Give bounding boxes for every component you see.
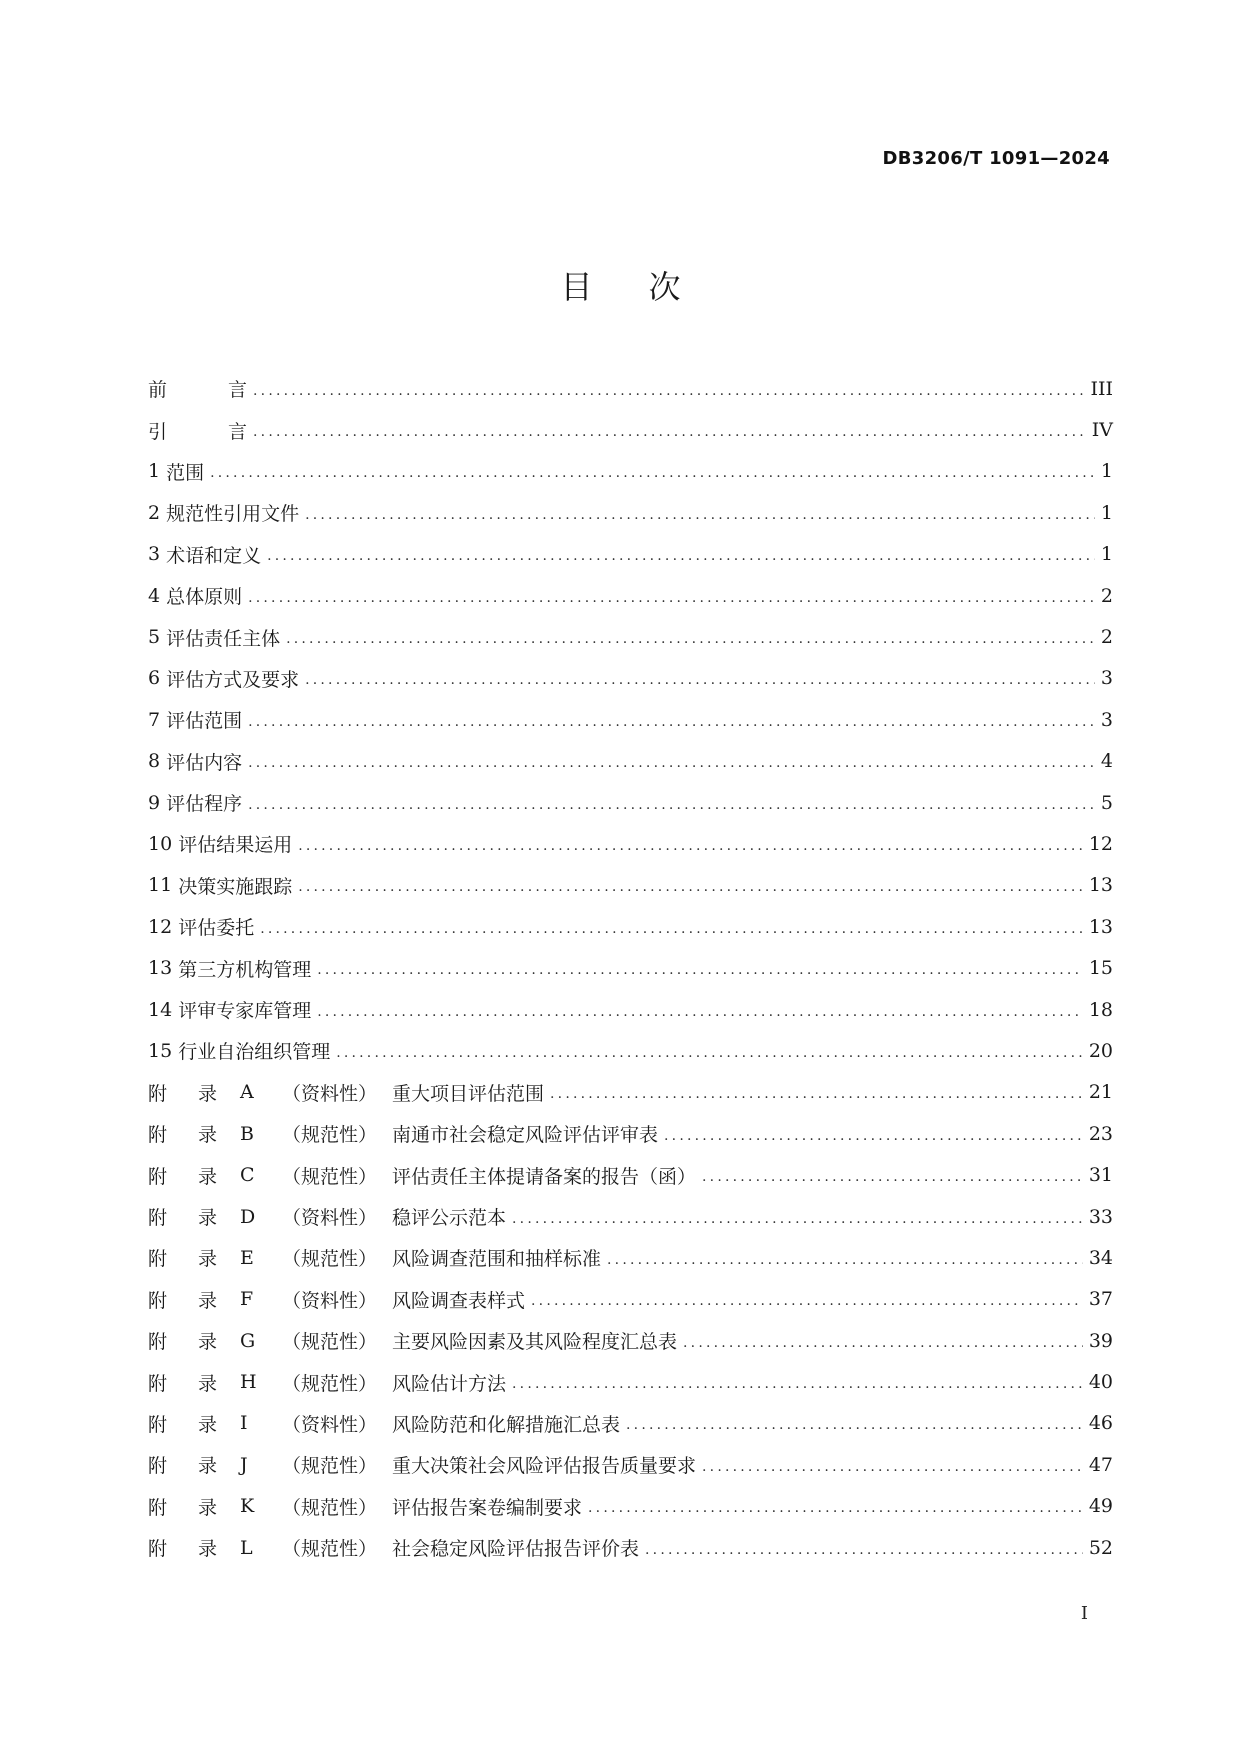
page-title [0, 262, 1241, 308]
section-number: 2 [148, 501, 161, 524]
appendix-word-2: 录 [198, 1289, 218, 1312]
dot-leader [512, 1211, 1083, 1227]
toc-entry-section[interactable] [148, 741, 1113, 782]
toc-page-number: 13 [1088, 874, 1113, 897]
toc-entry-appendix[interactable] [148, 1237, 1113, 1278]
toc-entry-appendix[interactable] [148, 1444, 1113, 1485]
toc-page-number: 31 [1088, 1164, 1113, 1187]
toc-page-number: 3 [1100, 667, 1113, 690]
toc-entry-section[interactable] [148, 823, 1113, 864]
appendix-type: （规范性） [282, 1331, 378, 1354]
toc-entry-section[interactable] [148, 658, 1113, 699]
appendix-word-1: 附 [148, 1372, 168, 1395]
toc-page-number: 40 [1088, 1371, 1113, 1394]
dot-leader [305, 507, 1095, 523]
toc-entry-section[interactable] [148, 534, 1113, 575]
appendix-type: （规范性） [282, 1496, 378, 1519]
dot-leader [286, 631, 1095, 647]
appendix-type: （资料性） [282, 1082, 378, 1105]
dot-leader [305, 672, 1095, 688]
section-number: 9 [148, 791, 161, 814]
toc-page-number: 18 [1088, 998, 1113, 1021]
toc-page-number: 47 [1088, 1453, 1113, 1476]
toc-entry-appendix[interactable] [148, 1279, 1113, 1320]
toc-entry-appendix[interactable] [148, 1196, 1113, 1237]
toc-entry-section[interactable] [148, 989, 1113, 1030]
dot-leader [645, 1542, 1083, 1558]
toc-page-number: 4 [1100, 750, 1113, 773]
appendix-title: 评估责任主体提请备案的报告（函） [392, 1165, 697, 1188]
toc-entry-label [148, 417, 247, 444]
appendix-word-2: 录 [198, 1455, 218, 1478]
appendix-word-2: 录 [198, 1207, 218, 1229]
appendix-word-2: 录 [198, 1496, 218, 1519]
section-title: 第三方机构管理 [178, 958, 312, 981]
section-number: 4 [148, 584, 161, 607]
appendix-word-1: 附 [148, 1289, 168, 1312]
page-number: I [1080, 1603, 1088, 1624]
toc-entry-appendix[interactable] [148, 1403, 1113, 1444]
section-title: 行业自治组织管理 [178, 1041, 331, 1064]
toc-entry-introduction[interactable] [148, 409, 1113, 450]
toc-page-number: 37 [1088, 1288, 1113, 1311]
toc-entry-appendix[interactable] [148, 1361, 1113, 1402]
section-number: 6 [148, 667, 161, 690]
dot-leader [260, 921, 1083, 937]
section-title: 总体原则 [166, 586, 243, 609]
appendix-word-1: 附 [148, 1331, 168, 1354]
toc-entry-section[interactable] [148, 947, 1113, 988]
dot-leader [253, 424, 1086, 440]
toc-entry-appendix[interactable] [148, 1154, 1113, 1195]
toc-entry-appendix[interactable] [148, 1486, 1113, 1527]
toc-entry-appendix[interactable] [148, 1113, 1113, 1154]
appendix-type: （资料性） [282, 1289, 378, 1312]
appendix-word-2: 录 [198, 1165, 218, 1188]
appendix-letter: D [240, 1205, 256, 1228]
appendix-word-1: 附 [148, 1207, 168, 1229]
section-number: 8 [148, 750, 161, 773]
section-number: 13 [148, 957, 173, 980]
appendix-word-1: 附 [148, 1538, 168, 1561]
section-title: 评估委托 [178, 917, 255, 940]
toc-entry-appendix[interactable] [148, 1320, 1113, 1361]
dot-leader [248, 797, 1095, 813]
dot-leader [317, 962, 1083, 978]
toc-entry-appendix[interactable] [148, 1072, 1113, 1113]
appendix-word-2: 录 [198, 1248, 218, 1271]
toc-page-number: 23 [1088, 1122, 1113, 1145]
section-number: 11 [148, 874, 173, 897]
toc-page-number: 21 [1088, 1081, 1113, 1104]
appendix-letter: C [240, 1164, 255, 1187]
appendix-type: （规范性） [282, 1455, 378, 1478]
section-number: 7 [148, 708, 161, 731]
dot-leader [267, 548, 1095, 564]
toc-entry-char-2: 言 [228, 379, 248, 402]
dot-leader [248, 755, 1095, 771]
dot-leader [248, 714, 1095, 730]
dot-leader [298, 838, 1083, 854]
section-number: 3 [148, 543, 161, 566]
toc-page-number: 2 [1100, 584, 1113, 607]
dot-leader [317, 1004, 1083, 1020]
appendix-type: （规范性） [282, 1124, 378, 1147]
table-of-contents [148, 368, 1113, 1568]
toc-page-number: 46 [1088, 1412, 1113, 1435]
appendix-word-1: 附 [148, 1413, 168, 1436]
toc-entry-section[interactable] [148, 782, 1113, 823]
toc-page-number: 15 [1088, 957, 1113, 980]
appendix-title: 风险防范和化解措施汇总表 [392, 1413, 621, 1436]
appendix-title: 主要风险因素及其风险程度汇总表 [392, 1331, 678, 1354]
toc-page-number: 1 [1100, 460, 1113, 483]
appendix-word-2: 录 [198, 1372, 218, 1395]
dot-leader [298, 879, 1083, 895]
appendix-letter: G [240, 1329, 256, 1352]
appendix-letter: J [240, 1453, 248, 1476]
dot-leader [683, 1335, 1083, 1351]
section-title: 术语和定义 [166, 544, 262, 567]
dot-leader [702, 1169, 1083, 1185]
toc-entry-label [148, 375, 247, 402]
toc-page-number: 13 [1088, 915, 1113, 938]
dot-leader [512, 1376, 1083, 1392]
appendix-title: 评估报告案卷编制要求 [392, 1496, 583, 1519]
toc-page-number: III [1090, 377, 1113, 400]
section-title: 评估结果运用 [178, 834, 293, 857]
appendix-title: 社会稳定风险评估报告评价表 [392, 1538, 640, 1561]
appendix-word-2: 录 [198, 1331, 218, 1354]
section-number: 10 [148, 832, 173, 855]
toc-entry-section[interactable] [148, 492, 1113, 533]
dot-leader [253, 383, 1084, 399]
section-title: 决策实施跟踪 [178, 875, 293, 898]
dot-leader [531, 1293, 1083, 1309]
appendix-letter: I [240, 1412, 248, 1435]
section-title: 评审专家库管理 [178, 1000, 312, 1023]
appendix-type: （规范性） [282, 1165, 378, 1188]
toc-page-number: 52 [1088, 1536, 1113, 1559]
toc-entry-appendix[interactable] [148, 1527, 1113, 1568]
dot-leader [626, 1417, 1083, 1433]
toc-page-number: 5 [1100, 791, 1113, 814]
appendix-word-1: 附 [148, 1496, 168, 1519]
appendix-title: 重大项目评估范围 [392, 1082, 545, 1105]
section-number: 14 [148, 998, 173, 1021]
toc-entry-char-2: 言 [228, 420, 248, 443]
section-number: 12 [148, 915, 173, 938]
section-title: 评估内容 [166, 751, 243, 774]
appendix-title: 南通市社会稳定风险评估评审表 [392, 1124, 659, 1147]
toc-page-number: 1 [1100, 543, 1113, 566]
toc-page-number: 34 [1088, 1246, 1113, 1269]
toc-entry-char-1: 前 [148, 379, 168, 402]
section-number: 15 [148, 1039, 173, 1062]
appendix-word-1: 附 [148, 1165, 168, 1188]
section-title: 评估方式及要求 [166, 668, 300, 691]
title-char-2: 次 [648, 268, 681, 306]
appendix-type: （资料性） [282, 1413, 378, 1436]
section-title: 规范性引用文件 [166, 503, 300, 526]
toc-entry-section[interactable] [148, 575, 1113, 616]
toc-entry-char-1: 引 [148, 420, 168, 443]
appendix-word-2: 录 [198, 1538, 218, 1561]
dot-leader [588, 1500, 1083, 1516]
appendix-word-1: 附 [148, 1124, 168, 1147]
dot-leader [248, 590, 1095, 606]
toc-entry-section[interactable] [148, 1030, 1113, 1071]
appendix-title: 重大决策社会风险评估报告质量要求 [392, 1455, 697, 1478]
toc-page-number: 49 [1088, 1495, 1113, 1518]
document-code: DB3206/T 1091—2024 [882, 148, 1110, 169]
appendix-letter: B [240, 1122, 254, 1145]
appendix-type: （规范性） [282, 1538, 378, 1561]
appendix-type: （规范性） [282, 1248, 378, 1271]
toc-page-number: IV [1091, 419, 1113, 442]
appendix-letter: L [240, 1536, 253, 1559]
appendix-word-2: 录 [198, 1124, 218, 1147]
toc-page-number: 20 [1088, 1039, 1113, 1062]
toc-entry-section[interactable] [148, 906, 1113, 947]
toc-page-number: 2 [1100, 626, 1113, 649]
toc-page-number: 12 [1088, 832, 1113, 855]
appendix-letter: K [240, 1495, 255, 1518]
appendix-letter: F [240, 1288, 254, 1311]
appendix-word-1: 附 [148, 1082, 168, 1105]
appendix-letter: E [240, 1246, 254, 1269]
toc-entry-foreword[interactable] [148, 368, 1113, 409]
appendix-title: 风险估计方法 [392, 1372, 507, 1395]
toc-page-number: 39 [1088, 1329, 1113, 1352]
appendix-type: （资料性） [282, 1207, 378, 1229]
section-number: 5 [148, 626, 161, 649]
section-title: 评估程序 [166, 793, 243, 816]
section-title: 评估责任主体 [166, 627, 281, 650]
appendix-type: （规范性） [282, 1372, 378, 1395]
dot-leader [550, 1086, 1083, 1102]
toc-page-number: 33 [1088, 1205, 1113, 1228]
dot-leader [702, 1459, 1083, 1475]
dot-leader [210, 465, 1095, 481]
dot-leader [664, 1128, 1083, 1144]
section-title: 评估范围 [166, 710, 243, 733]
toc-page-number: 1 [1100, 501, 1113, 524]
appendix-letter: H [240, 1371, 257, 1394]
toc-entry-section[interactable] [148, 616, 1113, 657]
appendix-word-2: 录 [198, 1413, 218, 1436]
title-char-1: 目 [560, 268, 593, 306]
toc-entry-section[interactable] [148, 865, 1113, 906]
appendix-letter: A [240, 1081, 254, 1104]
section-title: 范围 [166, 461, 205, 484]
section-number: 1 [148, 460, 161, 483]
dot-leader [607, 1252, 1083, 1268]
dot-leader [336, 1045, 1083, 1061]
appendix-word-1: 附 [148, 1248, 168, 1271]
toc-page-number: 3 [1100, 708, 1113, 731]
appendix-word-2: 录 [198, 1082, 218, 1105]
toc-entry-section[interactable] [148, 699, 1113, 740]
appendix-title: 风险调查表样式 [392, 1289, 526, 1312]
appendix-word-1: 附 [148, 1455, 168, 1478]
appendix-title: 风险调查范围和抽样标准 [392, 1248, 602, 1271]
toc-entry-section[interactable] [148, 451, 1113, 492]
appendix-title: 稳评公示范本 [392, 1207, 507, 1229]
